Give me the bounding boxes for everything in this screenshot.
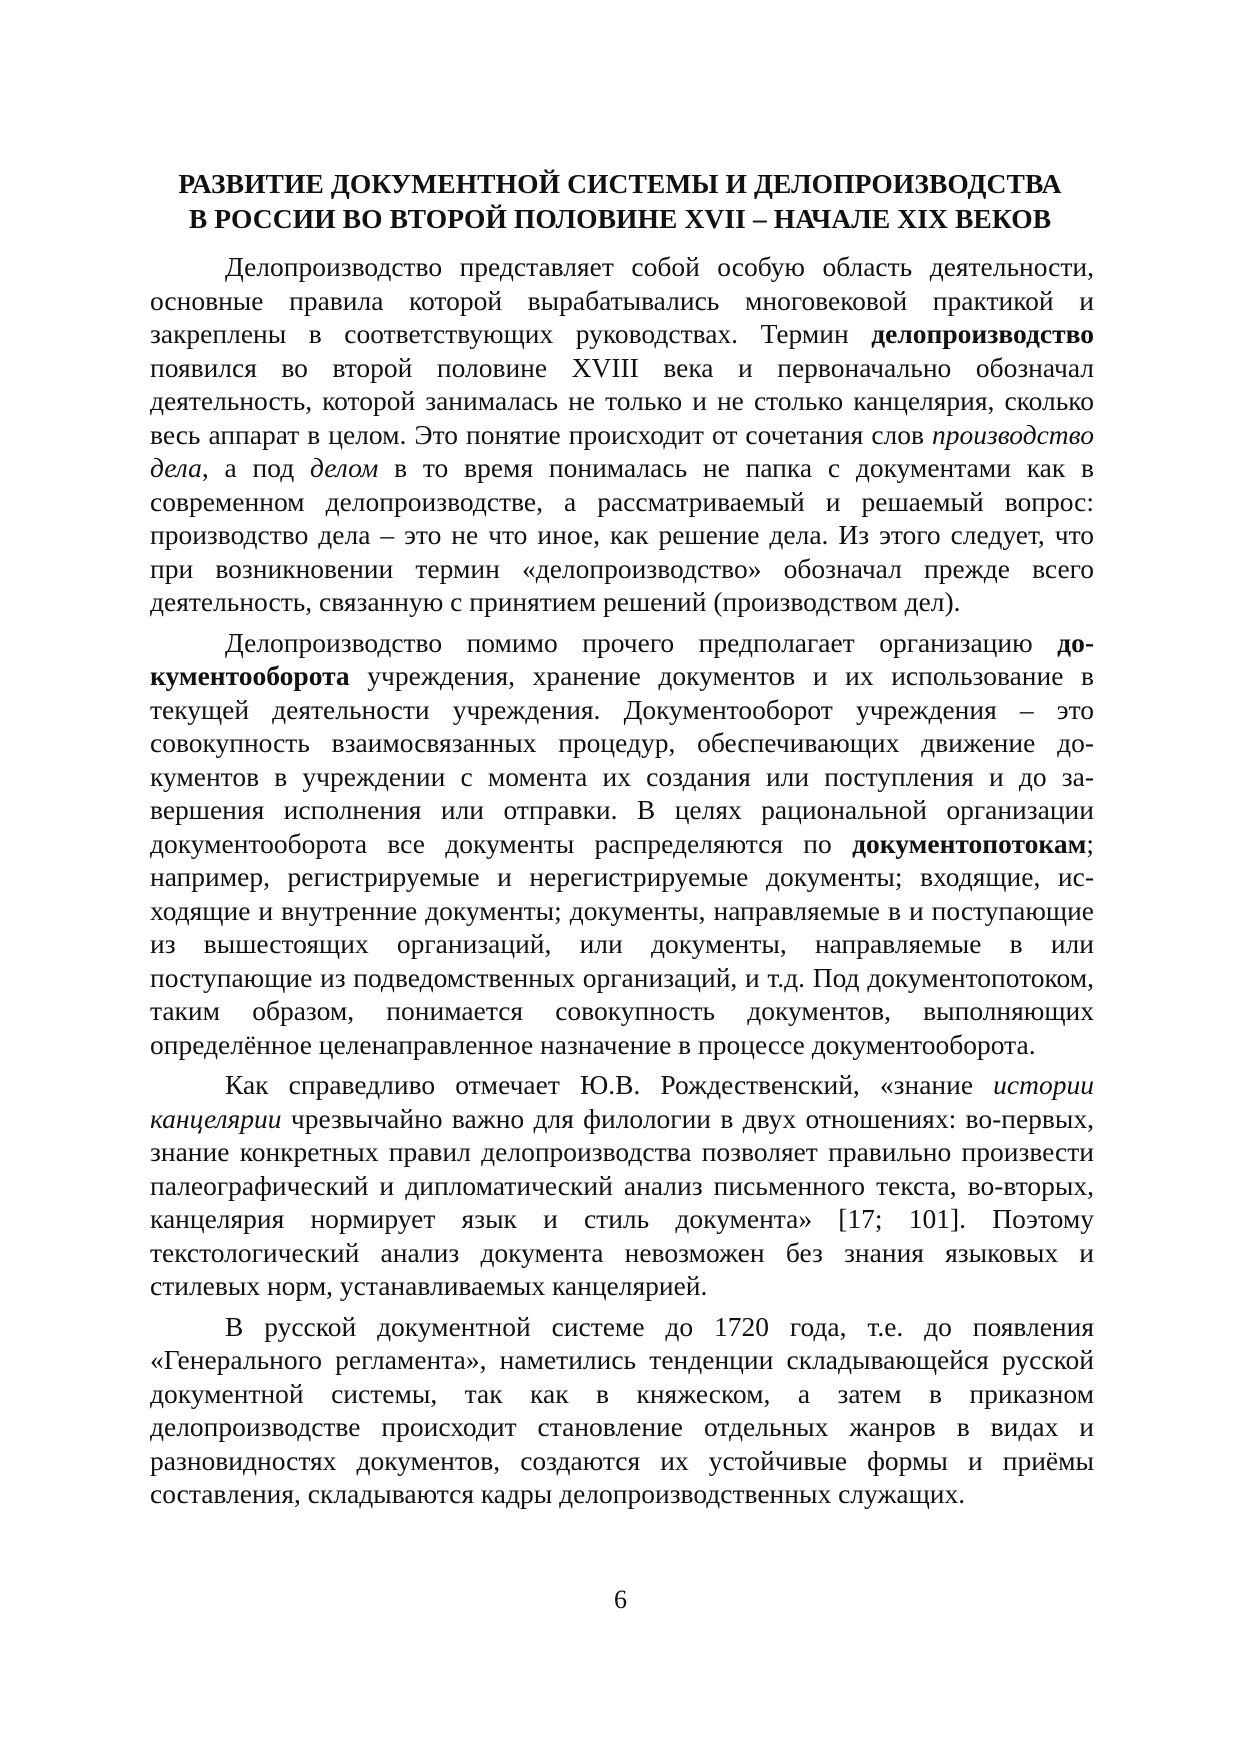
- text-run: Делопроизводство помимо прочего предполагает организацию: [225, 626, 1058, 658]
- paragraph-3: [150, 1068, 1094, 1303]
- italic-phrase: производство дела: [150, 418, 1094, 483]
- page-number: 6: [614, 1585, 627, 1614]
- text-run: , а под: [201, 452, 310, 483]
- italic-phrase: истории канцелярии: [150, 1069, 1094, 1134]
- text-run: Делопроизводство представляет собой особую область деятельности, основные правила которой вырабатывались многовековой практикой и закреплены в соответствующих руководствах. Термин: [150, 251, 1094, 349]
- body-text: [150, 250, 1094, 1511]
- bold-term: документопотокам: [852, 827, 1087, 859]
- bold-term: документооборота: [150, 626, 1094, 691]
- text-run: в то время понималась не папка с документами как в современном делопроизводстве, а рассматриваемый и решаемый вопрос: производство дела – это не что иное, как решение дела. Из этого следует, что при возникновении термин «делопроизводство» обозначал прежде всего деятельность, связанную с принятием решений (производством дел).: [150, 452, 1095, 617]
- text-run: ; например, регистрируемые и нерегистрируемые документы; входящие, исходящие и внутренние документы; документы, направляемые в и поступающие из вышестоящих организаций, или документы, направляемые в или поступающие из подведомственных организаций, и т.д. Под документопотоком, таким образом, понимается совокупность документов, выполняющих определённое целенаправленное назначение в процессе документооборота.: [150, 827, 1094, 1060]
- paragraph-2: [150, 626, 1094, 1062]
- text-run: В русской документной системе до 1720 года, т.е. до появления «Генерального регламента», наметились тенденции складывающейся русской документной системы, так как в княжеском, а затем в приказном делопроизводстве происходит становление отдельных жанров в видах и разновидностях документов, создаются их устойчивые формы и приёмы составления, складываются кадры делопроизводственных служащих.: [150, 1310, 1094, 1509]
- chapter-heading-line-1: РАЗВИТИЕ ДОКУМЕНТНОЙ СИСТЕМЫ И ДЕЛОПРОИЗВОДСТВА: [178, 168, 1062, 200]
- paragraph-1: [150, 250, 1094, 619]
- chapter-heading: [140, 166, 1100, 236]
- bold-term: делопроизводство: [871, 318, 1094, 349]
- text-run: появился во второй половине XVIII века и первоначально обозначал деятельность, которой занималась не только и не столько канцелярия, сколько весь аппарат в целом. Это понятие происходит от сочетания слов: [150, 351, 1094, 450]
- paragraph-4: [150, 1310, 1094, 1511]
- text-run: Как справедливо отмечает Ю.В. Рождественский, «знание: [225, 1069, 994, 1100]
- text-run: чрезвычайно важно для филологии в двух отношениях: во-первых, знание конкретных правил делопроизводства позволяет правильно произвести палеографический и дипломатический анализ письменного текста, во-вторых, канцелярия нормирует язык и стиль документа» [17; 101]. Поэтому текстологический анализ документа невозможен без знания языковых и стилевых норм, устанавливаемых канцелярией.: [150, 1102, 1094, 1301]
- text-run: учреждения, хранение документов и их использование в текущей деятельности учреждения. Документооборот учреждения – это совокупность взаимосвязанных процедур, обеспечивающих движение документов в учреждении с момента их создания или поступления и до завершения исполнения или отправки. В целях рациональной организации документооборота все документы распределяются по: [150, 660, 1094, 859]
- chapter-heading-line-2: В РОССИИ ВО ВТОРОЙ ПОЛОВИНЕ XVII – НАЧАЛЕ XIX ВЕКОВ: [188, 203, 1052, 235]
- italic-phrase: делом: [309, 452, 379, 483]
